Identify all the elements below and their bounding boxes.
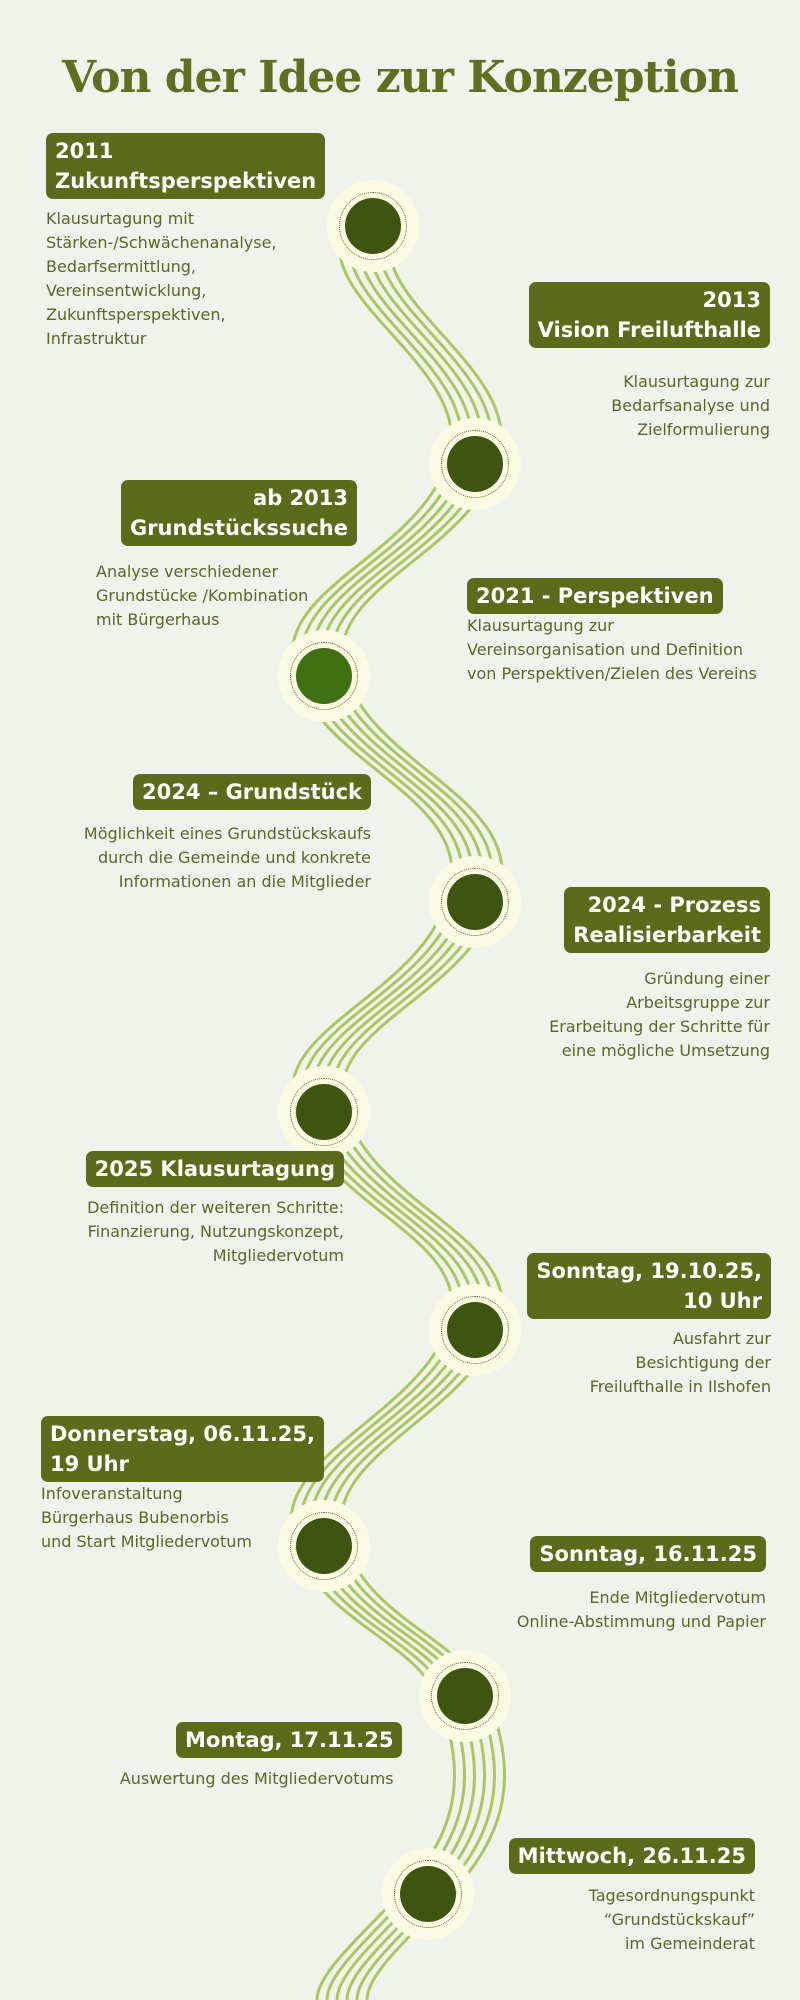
timeline-event — [467, 578, 757, 686]
timeline-event — [46, 133, 325, 351]
timeline-event — [517, 1536, 766, 1634]
event-tag: Mittwoch, 26.11.25 — [509, 1838, 755, 1874]
event-tag: 2024 – Grundstück — [133, 774, 371, 810]
timeline-event — [549, 887, 770, 1063]
event-tag: 2021 - Perspektiven — [467, 578, 723, 614]
event-description: Möglichkeit eines Grundstückskaufs durch die Gemeinde und konkrete Informationen an die Mitglieder — [83, 824, 371, 891]
event-description: Tagesordnungspunkt “Grundstückskauf” im Gemeinderat — [588, 1886, 755, 1953]
timeline-event — [111, 1722, 402, 1791]
event-description: Gründung einer Arbeitsgruppe zur Erarbeitung der Schritte für eine mögliche Umsetzung — [549, 969, 770, 1060]
event-description: Klausurtagung zur Bedarfsanalyse und Zielformulierung — [611, 372, 770, 439]
event-tag: ab 2013 Grundstückssuche — [121, 480, 357, 546]
event-description: Definition der weiteren Schritte: Finanzierung, Nutzungskonzept, Mitgliedervotum — [87, 1198, 344, 1265]
timeline-event — [41, 1416, 324, 1554]
event-description: Ausfahrt zur Besichtigung der Freilufthalle in Ilshofen — [589, 1329, 771, 1396]
event-description: Klausurtagung mit Stärken-/Schwächenanalyse, Bedarfsermittlung, Vereinsentwicklung, Zukunftsperspektiven, Infrastruktur — [46, 209, 277, 348]
event-tag: 2011 Zukunftsperspektiven — [46, 133, 325, 199]
event-tag: 2025 Klausurtagung — [86, 1151, 344, 1187]
event-tag: Sonntag, 19.10.25, 10 Uhr — [527, 1253, 771, 1319]
page-title: Von der Idee zur Konzeption — [62, 52, 738, 103]
event-tag: Montag, 17.11.25 — [176, 1722, 402, 1758]
event-description: Klausurtagung zur Vereinsorganisation und Definition von Perspektiven/Zielen des Vereins — [467, 616, 757, 683]
timeline-event — [121, 480, 357, 546]
timeline-event — [509, 1838, 755, 1956]
event-description: Auswertung des Mitgliedervotums — [119, 1769, 394, 1788]
event-tag: 2024 - Prozess Realisierbarkeit — [564, 887, 770, 953]
event-description: Infoveranstaltung Bürgerhaus Bubenorbis und Start Mitgliedervotum — [41, 1484, 252, 1551]
event-description: Ende Mitgliedervotum Online-Abstimmung und Papier — [516, 1588, 766, 1631]
timeline-event — [84, 774, 371, 894]
event-tag: Sonntag, 16.11.25 — [530, 1536, 766, 1572]
event-description: Analyse verschiedener Grundstücke /Kombination mit Bürgerhaus — [96, 562, 309, 629]
timeline-event — [529, 282, 770, 442]
event-tag: 2013 Vision Freilufthalle — [529, 282, 770, 348]
timeline-event — [527, 1253, 771, 1399]
timeline-event — [86, 1151, 344, 1268]
event-tag: Donnerstag, 06.11.25, 19 Uhr — [41, 1416, 324, 1482]
